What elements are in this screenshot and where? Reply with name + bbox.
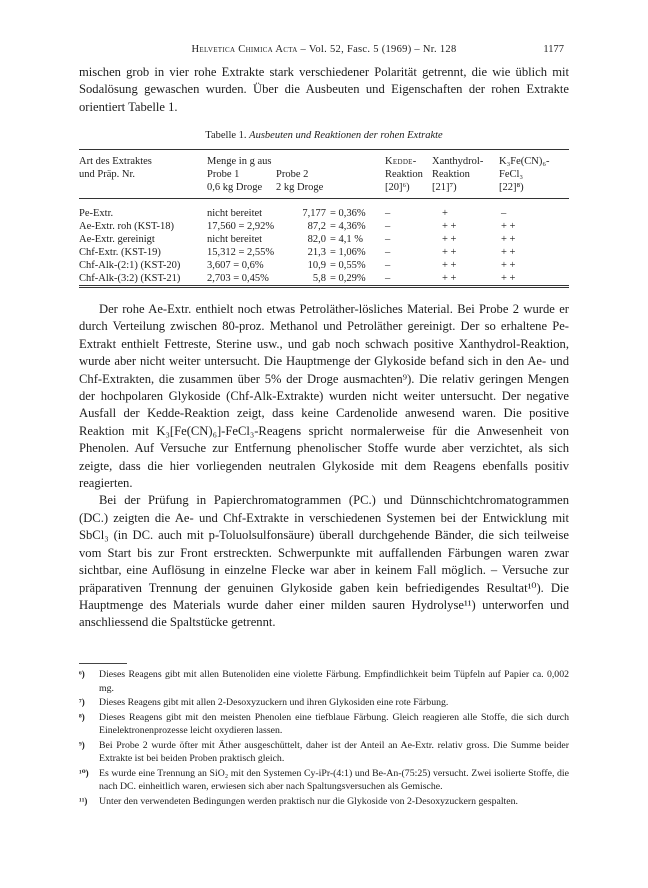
cell-probe2-percent: = 4,1 % (330, 234, 364, 245)
cell-probe1: nicht bereitet (207, 234, 263, 245)
cell-probe2-grams: 7,177 (302, 208, 326, 219)
cell-probe2-percent: = 4,36% (330, 221, 366, 232)
cell-extract-name: Ae-Extr. roh (KST-18) (79, 221, 174, 232)
running-header: Helvetica Chimica Acta – Vol. 52, Fasc. 5 (1969) – Nr. 128 1177 (191, 44, 564, 55)
page-number: 1177 (543, 44, 564, 55)
header-col5-line1: Xanthydrol- (432, 156, 484, 167)
header-col4-line3: [20]⁶) (385, 182, 410, 193)
table-top-rule (79, 149, 569, 150)
cell-fe-reagent: + + (501, 273, 516, 284)
cell-extract-name: Chf-Extr. (KST-19) (79, 247, 161, 258)
volume-info: Vol. 52, Fasc. 5 (1969) – Nr. 128 (308, 44, 457, 55)
cell-xanthydrol: + + (442, 273, 457, 284)
header-col6-line3: [22]⁸) (499, 182, 524, 193)
table-caption (0, 130, 648, 141)
cell-fe-reagent: + + (501, 221, 516, 232)
cell-xanthydrol: + + (442, 247, 457, 258)
cell-extract-name: Pe-Extr. (79, 208, 114, 219)
cell-probe1: 2,703 = 0,45% (207, 273, 269, 284)
header-col6-line2: FeCl₃ (499, 169, 524, 180)
footnote-mark: ⁷) (79, 697, 85, 707)
header-col1-line2: und Präp. Nr. (79, 169, 135, 180)
header-col2-line1: Menge in g aus (207, 156, 272, 167)
cell-kedde: – (385, 234, 391, 245)
cell-probe2-percent: = 0,36% (330, 208, 366, 219)
footnote-text: Dieses Reagens gibt mit allen Butenoliden eine violette Färbung. Empfindlichkeit beim Tüpfeln auf Papier ca. 0,002 mg. (99, 669, 569, 694)
header-col2-line2: Probe 1 (207, 169, 240, 180)
header-col4-line2: Reaktion (385, 169, 423, 180)
cell-kedde: – (385, 247, 391, 258)
footnote-mark: ⁶) (79, 669, 85, 679)
header-col3-line3: 2 kg Droge (276, 182, 324, 193)
cell-probe2-percent: = 0,29% (330, 273, 366, 284)
footnotes-list (79, 668, 569, 809)
cell-probe2-percent: = 0,55% (330, 260, 366, 271)
footnote-mark: ⁹) (79, 739, 85, 750)
cell-xanthydrol: + + (442, 221, 457, 232)
paragraph-1: Der rohe Ae-Extr. enthielt noch etwas Petroläther-lösliches Material. Bei Probe 2 wurde er durch Verteilung zwischen 80-proz. Methanol und Petroläther gereinigt. Der so erhaltene Pe-Extrakt enthielt Fettreste, Sterine usw., und gab noch schwach positive Xanthydrol-Reaktion, wurde aber nicht weiter untersucht. Die Hauptmenge der Glykoside befand sich in den Ae- und Chf-Extrakten, die zusammen über 5% der Droge ausmachten⁹). Die relativ geringen Mengen der hochpolaren Glykoside (Chf-Alk-Extrakte) wurden nicht weiter untersucht. Der negative Ausfall der Kedde-Reaktion zeigt, dass keine Cardenolide anwesend waren. Die positive Reaktion mit K₃[Fe(CN)₆]-FeCl₃-Reagens spricht normalerweise für die Anwesenheit von Phenolen. Auf Versuche zur Entfernung phenolischer Stoffe wurde aber verzichtet, als sich zeigte, dass die hier vorliegenden neutralen Glykoside mit dem Reagens ebenfalls positiv reagierten. (79, 302, 569, 491)
cell-probe2-grams: 10,9 (307, 260, 326, 271)
cell-extract-name: Chf-Alk-(3:2) (KST-21) (79, 273, 181, 284)
cell-xanthydrol: + (442, 208, 448, 219)
cell-extract-name: Chf-Alk-(2:1) (KST-20) (79, 260, 181, 271)
cell-probe1: 3,607 = 0,6% (207, 260, 264, 271)
footnote (79, 696, 569, 710)
footnote-text: Es wurde eine Trennung an SiO₂ mit den Systemen Cy-iPr-(4:1) und Be-An-(75:25) versucht. Zwei isolierte Stoffe, die nach DC. einheitlich waren, erwiesen sich aber nach Spaltungsversuchen als Gemische. (99, 767, 569, 792)
header-col2-line3: 0,6 kg Droge (207, 182, 263, 193)
table-caption-label: Tabelle 1. (205, 130, 247, 141)
footnote (79, 739, 569, 766)
results-table (79, 147, 569, 295)
header-col3-line2: Probe 2 (276, 169, 309, 180)
main-text (79, 301, 569, 632)
cell-probe2-grams: 87,2 (307, 221, 326, 232)
header-col4-line1: Kedde- (385, 156, 417, 167)
footnote-mark: ¹¹) (79, 795, 88, 806)
footnote-text: Dieses Reagens gibt mit allen 2-Desoxyzuckern und ihren Glykosiden eine rote Färbung. (99, 697, 449, 708)
footnote (79, 711, 569, 738)
cell-probe2-percent: = 1,06% (330, 247, 366, 258)
cell-fe-reagent: – (501, 208, 507, 219)
footnote-mark: ⁸) (79, 711, 85, 722)
table-bottom-rule (79, 285, 569, 288)
cell-kedde: – (385, 273, 391, 284)
footnote (79, 795, 569, 809)
cell-probe1: 17,560 = 2,92% (207, 221, 275, 232)
cell-probe2-grams: 82,0 (307, 234, 326, 245)
journal-name: Helvetica Chimica Acta (191, 44, 298, 55)
cell-fe-reagent: + + (501, 247, 516, 258)
intro-text: mischen grob in vier rohe Extrakte stark verschiedener Polarität getrennt, die wie üblich mit Sodalösung gewaschen wurden. Über die Ausbeuten und Eigenschaften der rohen Extrakte orientiert Tabelle 1. (79, 65, 569, 114)
cell-probe1: 15,312 = 2,55% (207, 247, 275, 258)
cell-fe-reagent: + + (501, 234, 516, 245)
table-header-rule (79, 198, 569, 199)
cell-xanthydrol: + + (442, 260, 457, 271)
footnote-text: Unter den verwendeten Bedingungen werden praktisch nur die Glykoside von 2-Desoxyzuckern gespalten. (99, 795, 518, 807)
footnote-text: Bei Probe 2 wurde öfter mit Äther ausgeschüttelt, daher ist der Anteil an Ae-Extr. relativ gross. Die Summe beider Extrakte ist bei beiden Proben praktisch gleich. (99, 739, 569, 764)
intro-paragraph (79, 64, 569, 116)
cell-fe-reagent: + + (501, 260, 516, 271)
footnote-separator (79, 663, 127, 664)
cell-kedde: – (385, 208, 391, 219)
cell-probe1: nicht bereitet (207, 208, 263, 219)
table-caption-title: Ausbeuten und Reaktionen der rohen Extrakte (249, 130, 443, 141)
header-col1-line1: Art des Extraktes (79, 156, 152, 167)
cell-probe2-grams: 21,3 (307, 247, 326, 258)
header-col5-line3: [21]⁷) (432, 182, 457, 193)
footnote-mark: ¹⁰) (79, 767, 89, 778)
paragraph-2: Bei der Prüfung in Papierchromatogrammen (PC.) und Dünnschichtchromatogrammen (DC.) zeigten die Ae- und Chf-Extrakte in verschiedenen Systemen bei der Entwicklung mit SbCl₃ (in DC. auch mit p-Toluolsulfonsäure) überall durchgehende Bänder, die sich teilweise vom Start bis zur Front erstreckten. Schwerpunkte mit auffallenden Färbungen waren zwar sichtbar, eine Auflösung in einzelne Flecke war aber in keinem Fall möglich. – Versuche zur präparativen Trennung der genuinen Glykoside gaben kein befriedigendes Resultat¹⁰). Die Hauptmenge des Materials wurde daher einer milden sauren Hydrolyse¹¹) unterworfen und anschliessend die Spaltstücke getrennt. (79, 493, 569, 630)
footnote-text: Dieses Reagens gibt mit den meisten Phenolen eine tiefblaue Färbung. Gleich reagieren alle Stoffe, die sich durch Einelektronenprozesse leicht oxydieren lassen. (99, 711, 569, 736)
cell-extract-name: Ae-Extr. gereinigt (79, 234, 155, 245)
header-col6-line1: K₃Fe(CN)₆- (499, 156, 550, 167)
footnote (79, 767, 569, 794)
cell-kedde: – (385, 260, 391, 271)
cell-xanthydrol: + + (442, 234, 457, 245)
header-col5-line2: Reaktion (432, 169, 470, 180)
cell-kedde: – (385, 221, 391, 232)
cell-probe2-grams: 5,8 (312, 273, 326, 284)
footnote (79, 668, 569, 695)
